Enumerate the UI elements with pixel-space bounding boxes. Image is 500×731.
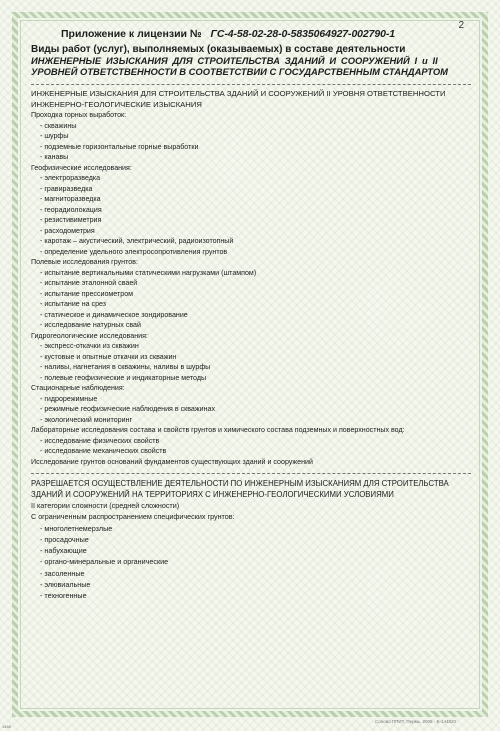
list-heading: Гидрогеологические исследования: [31, 331, 148, 340]
list-heading: II категории сложности (средней сложности) [31, 501, 180, 510]
divider [31, 84, 471, 85]
list-subitem: - гравиразведка [40, 184, 93, 193]
list-heading: Стационарные наблюдения: [31, 384, 125, 392]
conditions-list [31, 500, 471, 602]
list-heading: Геофизические исследования: [31, 163, 132, 172]
list-subitem: - резистивиметрия [40, 216, 102, 224]
permission-title: ЗДАНИЙ И СООРУЖЕНИЙ НА ТЕРРИТОРИЯХ С ИНЖЕНЕРНО-ГЕОЛОГИЧЕСКИМИ УСЛОВИЯМИ [31, 489, 394, 499]
list-subitem: - скважины [40, 121, 77, 130]
list-heading: Исследование грунтов оснований фундаментов существующих зданий и сооружений [31, 457, 313, 466]
list-subitem: - засоленные [40, 568, 85, 578]
page-number: 2 [458, 20, 464, 31]
list-subitem: - полевые геофизические и индикаторные методы [40, 373, 207, 382]
list-heading: С ограниченным распространением специфических грунтов: [31, 512, 235, 522]
list-heading: Проходка горных выработок: [31, 111, 127, 119]
list-subitem: - испытание прессиометром [40, 289, 134, 298]
list-subitem: - магниторазведка [40, 195, 101, 203]
list-subitem: - расходометрия [40, 226, 95, 235]
list-subitem: - испытание вертикальными статическими нагрузками (штампом) [40, 268, 257, 277]
works-subtitle-line-2: УРОВНЕЙ ОТВЕТСТВЕННОСТИ В СООТВЕТСТВИИ С ГОСУДАРСТВЕННЫМ СТАНДАРТОМ [31, 66, 448, 77]
license-label: Приложение к лицензии № [61, 28, 202, 40]
section-title: ИНЖЕНЕРНО-ГЕОЛОГИЧЕСКИЕ ИЗЫСКАНИЯ [31, 99, 202, 109]
document-content [31, 28, 471, 602]
list-subitem: - техногенные [40, 591, 87, 601]
list-subitem: - просадочные [40, 534, 89, 544]
list-subitem: - элювиальные [40, 580, 91, 590]
section-title: ИНЖЕНЕРНЫЕ ИЗЫСКАНИЯ ДЛЯ СТРОИТЕЛЬСТВА ЗДАНИЙ И СООРУЖЕНИЙ II УРОВНЯ ОТВЕТСТВЕННОСТИ [31, 89, 446, 98]
license-number: ГС-4-58-02-28-0-5835064927-002790-1 [210, 28, 396, 40]
list-subitem: - электроразведка [40, 174, 101, 182]
list-subitem: - экспресс-откачки из скважин [40, 342, 139, 350]
works-title: Виды работ (услуг), выполняемых (оказываемых) в составе деятельности [31, 44, 406, 55]
list-subitem: - подземные горизонтальные горные выработки [40, 142, 199, 151]
list-subitem: - кустовые и опытные откачки из скважин [40, 352, 177, 361]
list-subitem: - режимные геофизические наблюдения в скважинах [40, 405, 215, 413]
list-heading: Лабораторные исследования состава и свойств грунтов и химического состава подземных и поверхностных вод: [31, 426, 405, 434]
divider [31, 473, 471, 474]
list-subitem: - испытание эталонной сваей [40, 279, 138, 287]
permission-title: РАЗРЕШАЕТСЯ ОСУЩЕСТВЛЕНИЕ ДЕЯТЕЛЬНОСТИ ПО ИНЖЕНЕРНЫМ ИЗЫСКАНИЯМ ДЛЯ СТРОИТЕЛЬСТВА [31, 479, 449, 488]
list-subitem: - исследование механических свойств [40, 447, 167, 455]
list-subitem: - исследование натурных свай [40, 321, 141, 329]
list-subitem: - канавы [40, 153, 69, 161]
list-subitem: - набухающие [40, 546, 87, 556]
works-list [31, 110, 471, 467]
list-subitem: - исследование физических свойств [40, 436, 160, 445]
footer-left-mark: 1468 [2, 724, 11, 729]
list-subitem: - экологический мониторинг [40, 415, 133, 424]
footer-printer-mark: Солово ППИТ, Пермь, 2006 · Б-144820 [374, 719, 456, 724]
list-subitem: - органо-минеральные и органические [40, 557, 169, 567]
works-subtitle-line-1: ИНЖЕНЕРНЫЕ ИЗЫСКАНИЯ ДЛЯ СТРОИТЕЛЬСТВА ЗДАНИЙ И СООРУЖЕНИЙ I и II [31, 55, 438, 66]
list-heading: Полевые исследования грунтов: [31, 258, 138, 266]
list-subitem: - статическое и динамическое зондирование [40, 310, 188, 319]
list-subitem: - георадиолокация [40, 205, 102, 214]
list-subitem: - определение удельного электросопротивления грунтов [40, 247, 228, 256]
list-subitem: - гидрорежимные [40, 394, 98, 403]
list-subitem: - испытание на срез [40, 300, 107, 308]
list-subitem: - многолетнемерзлые [40, 523, 113, 533]
list-subitem: - шурфы [40, 132, 69, 140]
list-subitem: - наливы, нагнетания в скважины, наливы в шурфы [40, 363, 211, 371]
license-header [31, 28, 471, 40]
list-subitem: - каротаж – акустический, электрический, радиоизотопный [40, 237, 234, 245]
